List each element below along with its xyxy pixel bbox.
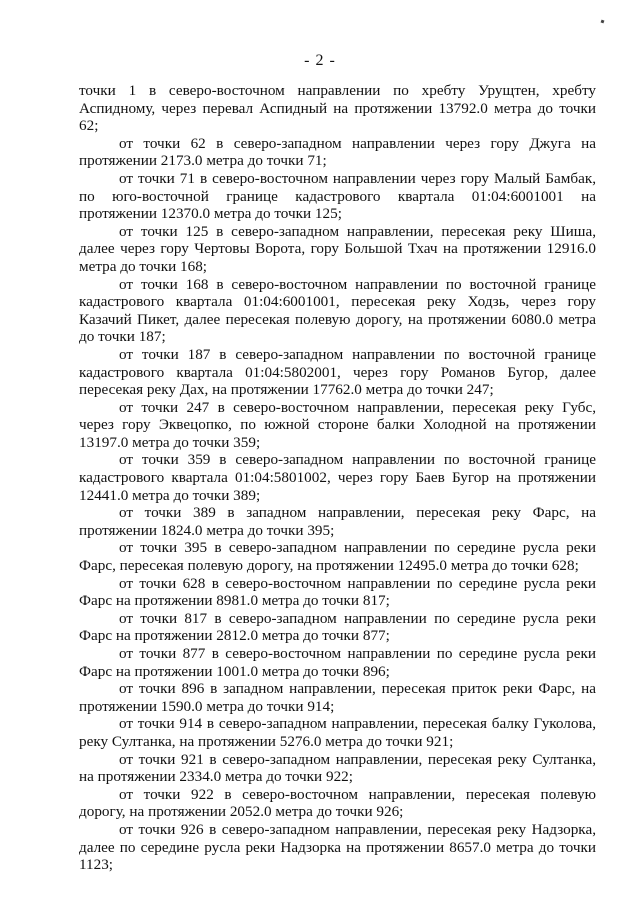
paragraph: от точки 628 в северо-восточном направлении по середине русла реки Фарс на протяжении 8981.0 метра до точки 817; xyxy=(79,574,596,610)
paragraph: от точки 922 в северо-восточном направлении, пересекая полевую дорогу, на протяжении 2052.0 метра до точки 926; xyxy=(79,785,596,821)
paragraph: от точки 926 в северо-западном направлении, пересекая реку Надзорка, далее по середине русла реки Надзорка на протяжении 8657.0 метра до точки 1123; xyxy=(79,820,596,874)
document-body xyxy=(79,82,596,874)
paragraph: от точки 896 в западном направлении, пересекая приток реки Фарс, на протяжении 1590.0 метра до точки 914; xyxy=(79,680,596,715)
page-number: - 2 - xyxy=(304,52,336,69)
scan-mark xyxy=(601,20,605,24)
paragraph: от точки 877 в северо-восточном направлении по середине русла реки Фарс на протяжении 1001.0 метра до точки 896; xyxy=(79,645,596,680)
paragraph: от точки 817 в северо-западном направлении по середине русла реки Фарс на протяжении 2812.0 метра до точки 877; xyxy=(79,609,596,645)
paragraph: точки 1 в северо-восточном направлении по хребту Урущтен, хребту Аспидному, через перевал Аспидный на протяжении 13792.0 метра до точки 62; xyxy=(79,82,596,135)
paragraph: от точки 247 в северо-восточном направлении, пересекая реку Губс, через гору Эквецопко, по южной стороне балки Холодной на протяжении 13197.0 метра до точки 359; xyxy=(79,398,596,451)
paragraph: от точки 125 в северо-западном направлении, пересекая реку Шиша, далее через гору Чертовы Ворота, гору Большой Тхач на протяжении 12916.0 метра до точки 168; xyxy=(79,222,596,275)
paragraph: от точки 359 в северо-западном направлении по восточной границе кадастрового квартала 01:04:5801002, через гору Баев Бугор на протяжении 12441.0 метра до точки 389; xyxy=(79,451,596,504)
paragraph: от точки 389 в западном направлении, пересекая реку Фарс, на протяжении 1824.0 метра до точки 395; xyxy=(79,504,596,539)
paragraph: от точки 914 в северо-западном направлении, пересекая балку Гуколова, реку Султанка, на протяжении 5276.0 метра до точки 921; xyxy=(79,715,596,750)
paragraph: от точки 921 в северо-западном направлении, пересекая реку Султанка, на протяжении 2334.0 метра до точки 922; xyxy=(79,750,596,786)
paragraph: от точки 187 в северо-западном направлении по восточной границе кадастрового квартала 01:04:5802001, через гору Романов Бугор, далее пересекая реку Дах, на протяжении 17762.0 метра до точки 247; xyxy=(79,345,596,399)
paragraph: от точки 395 в северо-западном направлении по середине русла реки Фарс, пересекая полевую дорогу, на протяжении 12495.0 метра до точки 628; xyxy=(79,539,596,575)
paragraph: от точки 71 в северо-восточном направлении через гору Малый Бамбак, по юго-восточной границе кадастрового квартала 01:04:6001001 на протяжении 12370.0 метра до точки 125; xyxy=(79,169,596,223)
paragraph: от точки 168 в северо-восточном направлении по восточной границе кадастрового квартала 01:04:6001001, пересекая реку Ходзь, через гору Казачий Пикет, далее пересекая полевую дорогу, на протяжении 6080.0 метра до точки 187; xyxy=(79,275,596,346)
paragraph: от точки 62 в северо-западном направлении через гору Джуга на протяжении 2173.0 метра до точки 71; xyxy=(79,134,596,170)
